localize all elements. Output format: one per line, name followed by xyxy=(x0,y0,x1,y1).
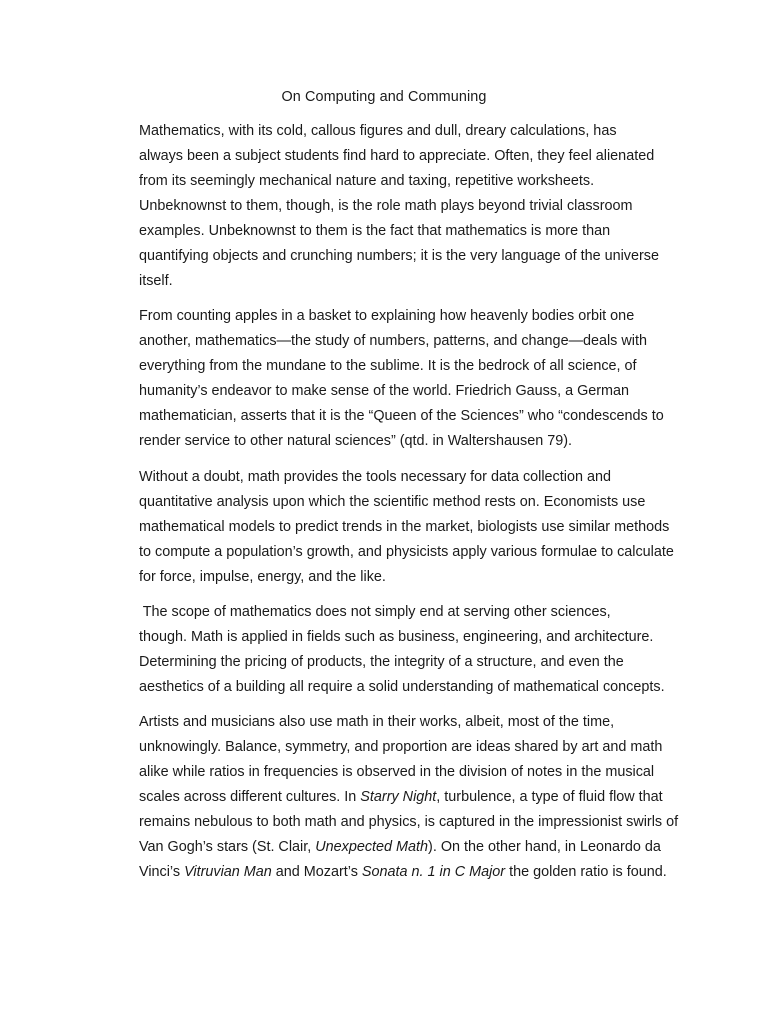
text-line xyxy=(94,835,676,860)
text-line: mathematical models to predict trends in the market, biologists use similar methods xyxy=(139,519,670,535)
text-run: Van Gogh’s stars (St. Clair, xyxy=(139,839,316,855)
artwork-title-starry-night: Starry Night xyxy=(360,789,437,805)
music-title-sonata: Sonata n. 1 in C Major xyxy=(361,864,506,880)
artwork-title-vitruvian-man: Vitruvian Man xyxy=(184,864,272,880)
text-run: Vinci’s xyxy=(139,864,185,880)
text-line: another, mathematics—the study of numbers, patterns, and change—deals with xyxy=(139,333,647,349)
text-line: quantitative analysis upon which the scientific method rests on. Economists use xyxy=(139,494,646,510)
text-line: though. Math is applied in fields such as business, engineering, and architecture. xyxy=(139,629,654,645)
text-line: render service to other natural sciences” (qtd. in Waltershausen 79). xyxy=(139,433,572,449)
text-line: Mathematics, with its cold, callous figures and dull, dreary calculations, has xyxy=(139,123,617,139)
text-line: Determining the pricing of products, the integrity of a structure, and even the xyxy=(139,654,624,670)
text-line: aesthetics of a building all require a solid understanding of mathematical concepts. xyxy=(139,679,665,695)
text-line: The scope of mathematics does not simply end at serving other sciences, xyxy=(139,604,611,620)
text-line: mathematician, asserts that it is the “Queen of the Sciences” who “condescends to xyxy=(139,408,664,424)
paragraph-2 xyxy=(94,304,676,454)
text-line: From counting apples in a basket to explaining how heavenly bodies orbit one xyxy=(139,308,635,324)
paragraph-3 xyxy=(94,465,676,590)
text-line: examples. Unbeknownst to them is the fact that mathematics is more than xyxy=(139,223,611,239)
text-run: the golden ratio is found. xyxy=(505,864,667,880)
text-line: Artists and musicians also use math in their works, albeit, most of the time, xyxy=(139,714,615,730)
text-line: for force, impulse, energy, and the like. xyxy=(139,569,386,585)
text-run: and Mozart’s xyxy=(271,864,362,880)
text-line xyxy=(94,785,676,810)
text-line xyxy=(94,860,676,885)
text-line: Unbeknownst to them, though, is the role math plays beyond trivial classroom xyxy=(139,198,633,214)
text-line: remains nebulous to both math and physics, is captured in the impressionist swirls of xyxy=(139,814,679,830)
text-line: quantifying objects and crunching numbers; it is the very language of the universe xyxy=(139,248,659,264)
paragraph-4 xyxy=(94,600,676,700)
text-line: from its seemingly mechanical nature and taxing, repetitive worksheets. xyxy=(139,173,595,189)
text-line: unknowingly. Balance, symmetry, and proportion are ideas shared by art and math xyxy=(139,739,663,755)
text-run: scales across different cultures. In xyxy=(139,789,361,805)
paragraph-5 xyxy=(94,710,679,885)
paragraph-1 xyxy=(94,119,676,294)
text-line: to compute a population’s growth, and physicists apply various formulae to calculate xyxy=(139,544,674,560)
text-line: everything from the mundane to the sublime. It is the bedrock of all science, of xyxy=(139,358,637,374)
text-line: alike while ratios in frequencies is observed in the division of notes in the musical xyxy=(139,764,655,780)
text-line: humanity’s endeavor to make sense of the world. Friedrich Gauss, a German xyxy=(139,383,630,399)
text-line: always been a subject students find hard to appreciate. Often, they feel alienated xyxy=(139,148,655,164)
text-run: ). On the other hand, in Leonardo da xyxy=(428,839,661,855)
text-line: itself. xyxy=(139,273,173,289)
text-run: , turbulence, a type of fluid flow that xyxy=(436,789,663,805)
page-title: On Computing and Communing xyxy=(281,89,487,105)
book-title-unexpected-math: Unexpected Math xyxy=(315,839,429,855)
text-line: Without a doubt, math provides the tools necessary for data collection and xyxy=(139,469,611,485)
